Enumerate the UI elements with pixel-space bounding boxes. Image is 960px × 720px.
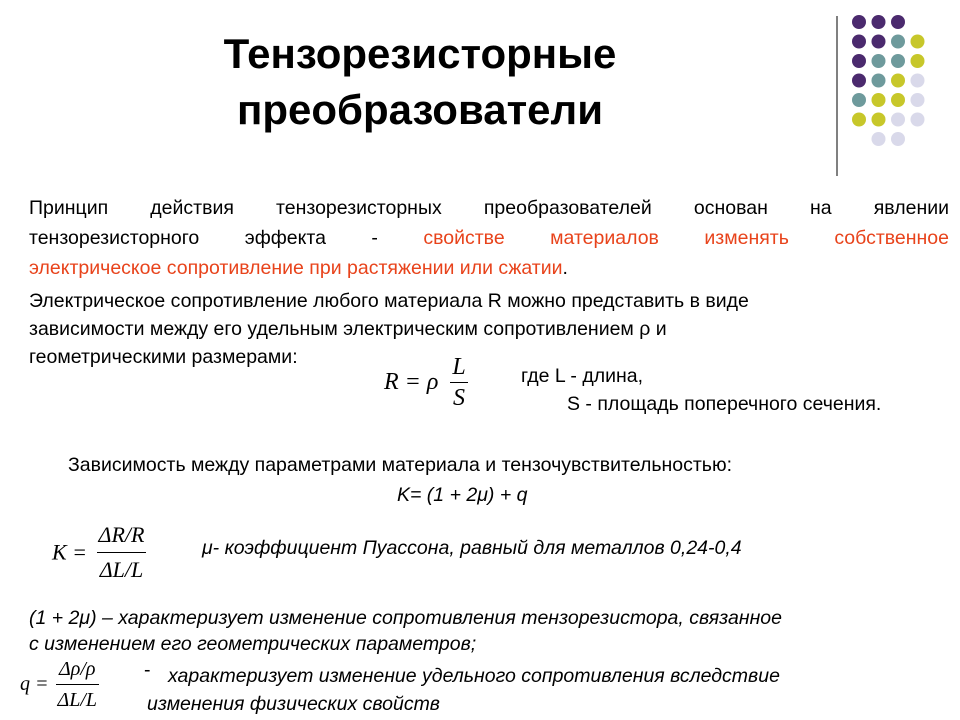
geometric-line-1: (1 + 2μ) – характеризует изменение сопротивления тензорезистора, связанное <box>29 607 782 629</box>
formula-q-den: ΔL/L <box>56 684 100 715</box>
formula-resistance-lhs: R = ρ <box>384 369 439 395</box>
decor-dot-grid <box>0 0 960 200</box>
decor-dot <box>872 93 886 107</box>
decor-dot <box>872 35 886 49</box>
formula-k-lhs: K = <box>52 539 88 565</box>
decor-dot <box>891 74 905 88</box>
decor-dot <box>852 93 866 107</box>
decor-dot <box>872 54 886 68</box>
decor-dot <box>911 54 925 68</box>
principle-line-1: Принцип действия тензорезисторных преобразователей основан на явлении <box>29 197 949 219</box>
title-line-2: преобразователи <box>236 86 604 133</box>
decor-dot <box>872 113 886 127</box>
decor-dot <box>852 54 866 68</box>
poisson-definition <box>202 534 742 562</box>
formula-k-num: ΔR/R <box>98 522 145 547</box>
definition-area: S - площадь поперечного сечения. <box>567 393 882 415</box>
geometric-line-2: с изменением его геометрических параметров; <box>29 633 477 655</box>
decor-dot <box>872 132 886 146</box>
decor-dot <box>911 93 925 107</box>
poisson-text: μ- коэффициент Пуассона, равный для металлов 0,24-0,4 <box>202 537 742 559</box>
resistance-line-1: Электрическое сопротивление любого материала R можно представить в виде <box>29 290 749 312</box>
decor-dot <box>891 54 905 68</box>
principle-text: тензорезисторного эффекта - <box>29 227 424 249</box>
decor-dot <box>872 74 886 88</box>
decor-dot <box>891 15 905 29</box>
principle-end: . <box>562 257 568 279</box>
definition-length: где L - длина, <box>521 365 644 387</box>
principle-line-3 <box>29 253 949 283</box>
k-equation: K= (1 + 2μ) + q <box>397 484 528 506</box>
dependence-line: Зависимость между параметрами материала и тензочувствительностью: <box>68 454 732 476</box>
effect-definition-cont: электрическое сопротивление при растяжении или сжатии <box>29 257 563 279</box>
decor-dot <box>852 35 866 49</box>
principle-line-2 <box>29 223 949 253</box>
decor-dot <box>891 113 905 127</box>
formula-resistance <box>384 352 468 413</box>
formula-q-lhs: q = <box>20 673 49 695</box>
decor-dot <box>911 35 925 49</box>
resistivity-line-1: характеризует изменение удельного сопротивления вследствие <box>168 665 780 687</box>
resistivity-line-2: изменения физических свойств <box>147 693 440 715</box>
decor-dot <box>872 15 886 29</box>
formula-k-fraction <box>97 518 147 587</box>
decor-dot <box>891 35 905 49</box>
formula-resistance-num: L <box>452 354 466 380</box>
decor-dot <box>911 74 925 88</box>
title-line-1: Тензорезисторные <box>223 30 617 77</box>
formula-resistance-fraction <box>450 352 467 413</box>
formula-k <box>52 518 146 587</box>
decor-dot <box>891 93 905 107</box>
formula-q-fraction <box>56 654 100 715</box>
formula-k-den: ΔL/L <box>97 552 147 587</box>
decor-dot <box>852 15 866 29</box>
formula-resistance-den: S <box>450 382 467 413</box>
decor-dot <box>891 132 905 146</box>
decor-dot <box>852 74 866 88</box>
decor-dot <box>911 113 925 127</box>
formula-q <box>20 654 99 715</box>
formula-q-dash: - <box>144 659 151 681</box>
effect-definition: свойстве материалов изменять собственное <box>423 227 949 249</box>
resistance-line-3: геометрическими размерами: <box>29 346 298 368</box>
resistance-line-2: зависимости между его удельным электрическим сопротивлением ρ и <box>29 318 667 340</box>
formula-q-num: Δρ/ρ <box>59 658 96 680</box>
decor-dot <box>852 113 866 127</box>
